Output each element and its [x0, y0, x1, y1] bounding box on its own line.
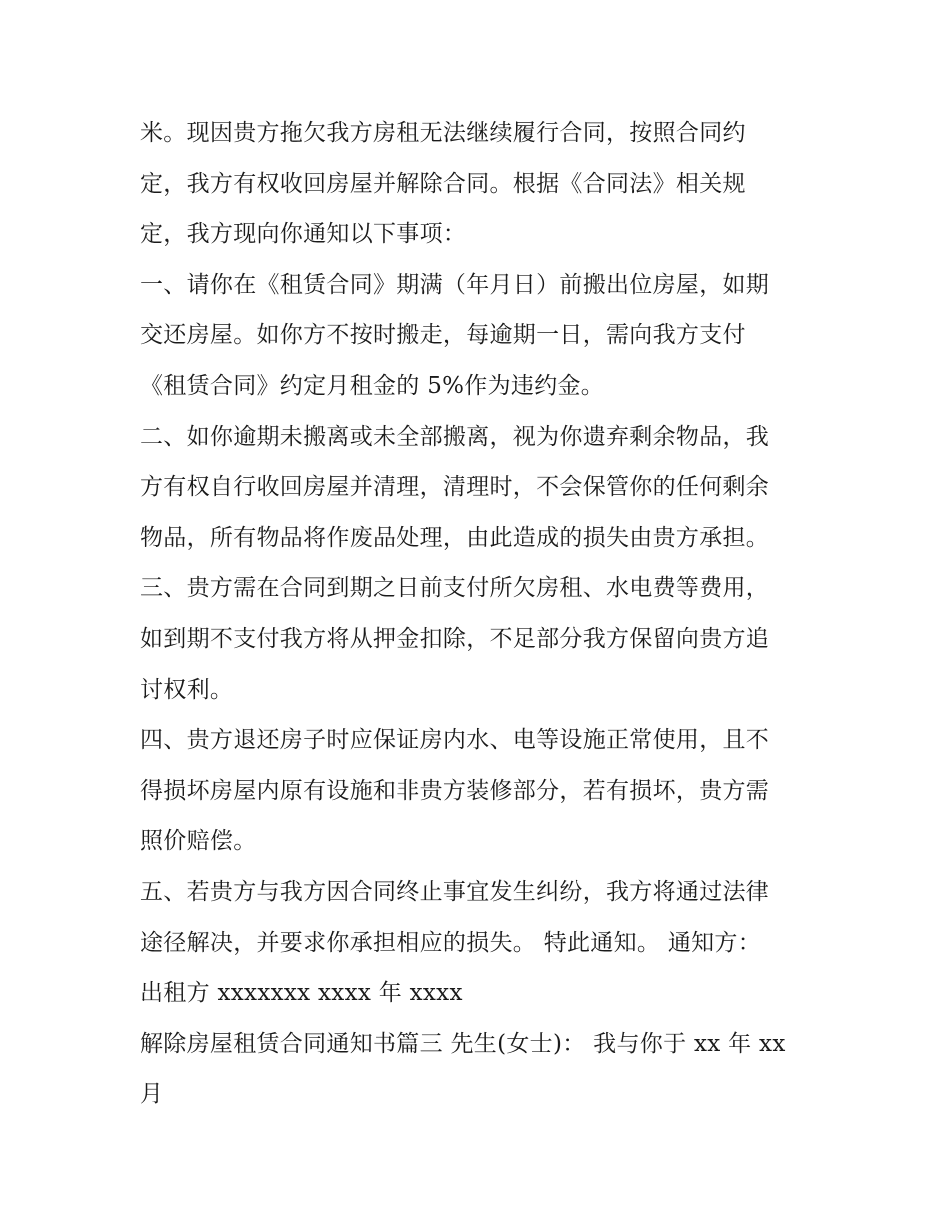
clause-3-line: 如到期不支付我方将从押金扣除，不足部分我方保留向贵方追 [140, 625, 770, 652]
clause-2-line: 方有权自行收回房屋并清理，清理时，不会保管你的任何剩余 [140, 474, 770, 501]
clause-1-line: 《租赁合同》约定月租金的 5%作为违约金。 [140, 372, 605, 399]
clause-5-line: 途径解决，并要求你承担相应的损失。 特此通知。 通知方： [140, 929, 762, 956]
text-line: 定，我方现向你通知以下事项： [140, 221, 467, 248]
clause-1-line: 一、请你在《租赁合同》期满（年月日）前搬出位房屋，如期 [140, 271, 770, 298]
clause-3-line: 三、贵方需在合同到期之日前支付所欠房租、水电费等费用， [140, 575, 770, 602]
signature-line: 出租方 xxxxxxx xxxx 年 xxxx [140, 980, 463, 1007]
text-line: 月 [140, 1081, 164, 1108]
clause-2-line: 二、如你逾期未搬离或未全部搬离，视为你遗弃剩余物品，我 [140, 423, 770, 450]
clause-4-line: 四、贵方退还房子时应保证房内水、电等设施正常使用，且不 [140, 727, 770, 754]
document-body [140, 108, 820, 1120]
clause-4-line: 照价赔偿。 [140, 828, 257, 855]
text-line: 米。现因贵方拖欠我方房租无法继续履行合同，按照合同约 [140, 120, 746, 146]
clause-3-line: 讨权利。 [140, 676, 234, 703]
clause-4-line: 得损坏房屋内原有设施和非贵方装修部分，若有损坏，贵方需 [140, 777, 770, 804]
text-line: 定，我方有权收回房屋并解除合同。根据《合同法》相关规 [140, 170, 746, 197]
clause-2-line: 物品，所有物品将作废品处理，由此造成的损失由贵方承担。 [140, 524, 770, 551]
section-heading-line: 解除房屋租赁合同通知书篇三 先生(女士)： 我与你于 xx 年 xx [140, 1030, 786, 1057]
clause-1-line: 交还房屋。如你方不按时搬走，每逾期一日，需向我方支付 [140, 322, 746, 349]
clause-5-line: 五、若贵方与我方因合同终止事宜发生纠纷，我方将通过法律 [140, 878, 770, 905]
